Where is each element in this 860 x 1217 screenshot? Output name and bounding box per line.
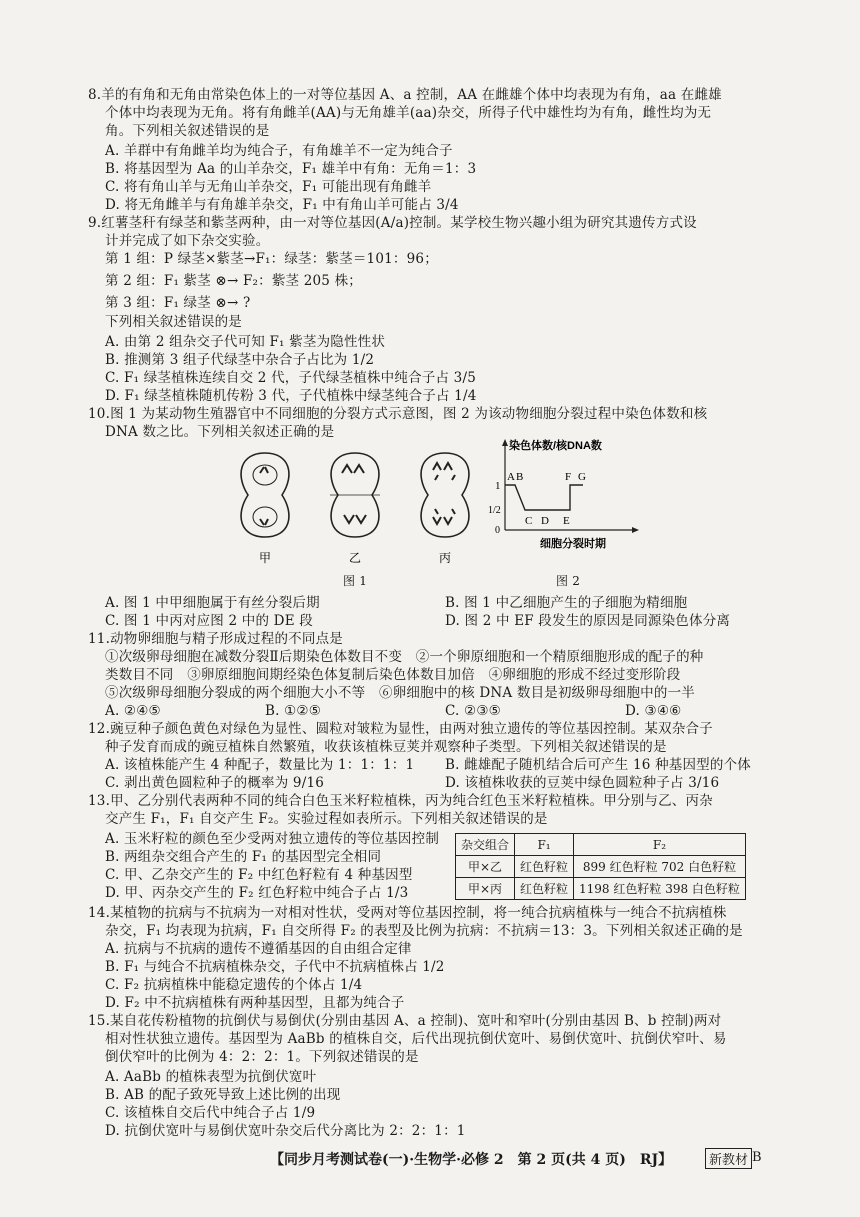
- q9-option-d: D. F₁ 绿茎植株随机传粉 3 代，子代植株中绿茎纯合子占 1/4: [105, 388, 477, 404]
- q9-option-b: B. 推测第 3 组子代绿茎中杂合子占比为 1/2: [105, 352, 375, 368]
- q10-option-c: C. 图 1 中丙对应图 2 中的 DE 段: [105, 613, 313, 629]
- q14-option-d: D. F₂ 中不抗病植株有两种基因型，且都为纯合子: [105, 995, 405, 1011]
- q11-option-c: C. ②③⑤: [445, 703, 501, 719]
- page-footer: 【同步月考测试卷(一)·生物学·必修 2 第 2 页(共 4 页) RJ】: [270, 1152, 673, 1168]
- paper-version-letter: B: [752, 1150, 762, 1165]
- figure-1-caption: 图 1: [343, 574, 368, 588]
- q11-line2: ①次级卵母细胞在减数分裂Ⅱ后期染色体数目不变 ②一个卵原细胞和一个精原细胞形成的配子的种: [105, 649, 704, 665]
- q9-line1: 9.红薯茎秆有绿茎和紫茎两种，由一对等位基因(A/a)控制。某学校生物兴趣小组为研究其遗传方式设: [88, 215, 697, 231]
- q13-line1: 13.甲、乙分别代表两种不同的纯合白色玉米籽粒植株，丙为纯合红色玉米籽粒植株。甲分别与乙、丙杂: [88, 793, 713, 809]
- q13-option-a: A. 玉米籽粒的颜色至少受两对独立遗传的等位基因控制: [105, 831, 440, 847]
- q15-line1: 15.某自花传粉植物的抗倒伏与易倒伏(分别由基因 A、a 控制)、宽叶和窄叶(分别由基因 B、b 控制)两对: [88, 1013, 722, 1029]
- q15-line3: 倒伏窄叶的比例为 4：2：2：1。下列叙述错误的是: [105, 1049, 419, 1065]
- fig2-y1: 1: [495, 480, 501, 492]
- q10-line1: 10.图 1 为某动物生殖器官中不同细胞的分裂方式示意图，图 2 为该动物细胞分裂过程中染色体数和核: [88, 406, 708, 422]
- q12-option-c: C. 剥出黄色圆粒种子的概率为 9/16: [105, 775, 325, 791]
- q8-option-b: B. 将基因型为 Aa 的山羊杂交，F₁ 雄羊中有角：无角＝1：3: [105, 161, 477, 177]
- q9-group3: 第 3 组：F₁ 绿茎 ⊗→ ?: [105, 295, 251, 311]
- fig2-y0: 0: [495, 525, 500, 536]
- q11-line3: 类数目不同 ③卵原细胞间期经染色体复制后染色体数目加倍 ④卵细胞的形成不经过变形阶段: [105, 667, 681, 683]
- q13-line2: 交产生 F₁，F₁ 自交产生 F₂。实验过程如表所示。下列相关叙述错误的是: [105, 811, 548, 827]
- q11-line1: 11.动物卵细胞与精子形成过程的不同点是: [88, 631, 343, 647]
- q12-option-a: A. 该植株能产生 4 种配子，数量比为 1：1：1：1: [105, 757, 415, 773]
- fig2-xlabel: 细胞分裂时期: [540, 538, 606, 550]
- q8-line1: 8.羊的有角和无角由常染色体上的一对等位基因 A、a 控制，AA 在雌雄个体中均表现为有角，aa 在雌雄: [88, 87, 722, 103]
- q14-line1: 14.某植物的抗病与不抗病为一对相对性状，受两对等位基因控制，将一纯合抗病植株与一纯合不抗病植株: [88, 905, 727, 921]
- q15-option-b: B. AB 的配子致死导致上述比例的出现: [105, 1087, 341, 1103]
- q11-option-b: B. ①②⑤: [265, 703, 322, 719]
- q12-line1: 12.豌豆种子颜色黄色对绿色为显性、圆粒对皱粒为显性，由两对独立遗传的等位基因控制。某双杂合子: [88, 721, 713, 737]
- fig2-point-a: A: [507, 471, 515, 483]
- figure-2-caption: 图 2: [556, 574, 581, 588]
- fig2-point-b: B: [516, 471, 524, 483]
- table-header: F₁: [515, 834, 574, 856]
- q8-option-d: D. 将无角雌羊与有角雄羊杂交，F₁ 中有角山羊可能占 3/4: [105, 197, 459, 213]
- q11-line4: ⑤次级卵母细胞分裂成的两个细胞大小不等 ⑥卵细胞中的核 DNA 数目是初级卵母细胞中的一半: [105, 685, 695, 701]
- q8-option-c: C. 将有角山羊与无角山羊杂交，F₁ 可能出现有角雌羊: [105, 179, 432, 195]
- new-textbook-badge: 新教材: [705, 1148, 752, 1169]
- q9-option-a: A. 由第 2 组杂交子代可知 F₁ 紫茎为隐性性状: [105, 334, 386, 350]
- fig2-point-g: G: [578, 471, 586, 483]
- q8-line2: 个体中均表现为无角。将有角雌羊(AA)与无角雄羊(aa)杂交，所得子代中雄性均为有角，雌性均为无: [105, 105, 712, 121]
- q10-figure-2: [475, 435, 645, 575]
- q12-option-d: D. 该植株收获的豆荚中绿色圆粒种子占 3/16: [445, 775, 720, 791]
- cell-label-jia: 甲: [258, 551, 272, 565]
- q14-option-a: A. 抗病与不抗病的遗传不遵循基因的自由组合定律: [105, 941, 412, 957]
- table-row: [456, 878, 746, 900]
- fig2-point-d: D: [541, 515, 549, 527]
- cell-label-bing: 丙: [438, 551, 452, 565]
- q13-cross-table: [455, 833, 746, 900]
- q8-option-a: A. 羊群中有角雌羊均为纯合子，有角雄羊不一定为纯合子: [105, 143, 453, 159]
- cell-jia: [241, 453, 289, 537]
- q10-line2: DNA 数之比。下列相关叙述正确的是: [105, 424, 335, 440]
- table-header-row: [456, 834, 746, 856]
- q9-group1: 第 1 组：P 绿茎×紫茎→F₁：绿茎：紫茎＝101：96；: [105, 251, 438, 267]
- q8-line3: 角。下列相关叙述错误的是: [105, 123, 270, 139]
- q9-group2: 第 2 组：F₁ 紫茎 ⊗→ F₂：紫茎 205 株；: [105, 273, 362, 289]
- cell-yi: [330, 453, 380, 537]
- q12-option-b: B. 雌雄配子随机结合后可产生 16 种基因型的个体: [445, 757, 751, 773]
- fig2-point-e: E: [563, 515, 570, 527]
- q10-figure-1: [230, 445, 490, 570]
- table-cell: 红色籽粒: [515, 878, 574, 900]
- fig2-point-f: F: [565, 471, 572, 483]
- q10-option-d: D. 图 2 中 EF 段发生的原因是同源染色体分离: [445, 613, 731, 629]
- q14-option-b: B. F₁ 与纯合不抗病植株杂交，子代中不抗病植株占 1/2: [105, 959, 445, 975]
- q9-line3: 下列相关叙述错误的是: [105, 314, 242, 330]
- table-cell: 红色籽粒: [515, 856, 574, 878]
- q10-option-a: A. 图 1 中甲细胞属于有丝分裂后期: [105, 595, 320, 611]
- q15-option-d: D. 抗倒伏宽叶与易倒伏宽叶杂交后代分离比为 2：2：1：1: [105, 1123, 466, 1139]
- q10-option-b: B. 图 1 中乙细胞产生的子细胞为精细胞: [445, 595, 688, 611]
- q13-option-b: B. 两组杂交组合产生的 F₁ 的基因型完全相同: [105, 849, 382, 865]
- q11-option-a: A. ②④⑤: [105, 703, 161, 719]
- q14-option-c: C. F₂ 抗病植株中能稳定遗传的个体占 1/4: [105, 977, 363, 993]
- fig2-ylabel: 染色体数/核DNA数: [509, 440, 602, 452]
- table-row: [456, 856, 746, 878]
- q11-option-d: D. ③④⑥: [625, 703, 682, 719]
- table-header: F₂: [574, 834, 746, 856]
- table-cell: 899 红色籽粒 702 白色籽粒: [574, 856, 746, 878]
- q13-option-c: C. 甲、乙杂交产生的 F₂ 中红色籽粒有 4 种基因型: [105, 867, 413, 883]
- q12-line2: 种子发育而成的豌豆植株自然繁殖，收获该植株豆荚并观察种子类型。下列相关叙述错误的是: [105, 739, 667, 755]
- q9-option-c: C. F₁ 绿茎植株连续自交 2 代，子代绿茎植株中纯合子占 3/5: [105, 370, 476, 386]
- q14-line2: 杂交，F₁ 均表现为抗病，F₁ 自交所得 F₂ 的表型及比例为抗病：不抗病＝13：3。下列相关叙述正确的是: [105, 923, 743, 939]
- table-cell: 1198 红色籽粒 398 白色籽粒: [574, 878, 746, 900]
- q15-option-a: A. AaBb 的植株表型为抗倒伏宽叶: [105, 1069, 317, 1085]
- table-header: 杂交组合: [456, 834, 515, 856]
- cell-bing: [421, 453, 469, 537]
- q15-option-c: C. 该植株自交后代中纯合子占 1/9: [105, 1105, 316, 1121]
- q9-line2: 计并完成了如下杂交实验。: [105, 233, 270, 249]
- table-cell: 甲×丙: [456, 878, 515, 900]
- fig2-point-c: C: [525, 515, 533, 527]
- q13-option-d: D. 甲、丙杂交产生的 F₂ 红色籽粒中纯合子占 1/3: [105, 885, 409, 901]
- fig2-yhalf: 1/2: [488, 505, 501, 516]
- table-cell: 甲×乙: [456, 856, 515, 878]
- q15-line2: 相对性状独立遗传。基因型为 AaBb 的植株自交，后代出现抗倒伏宽叶、易倒伏宽叶、抗倒伏窄叶、易: [105, 1031, 727, 1047]
- cell-label-yi: 乙: [348, 551, 362, 565]
